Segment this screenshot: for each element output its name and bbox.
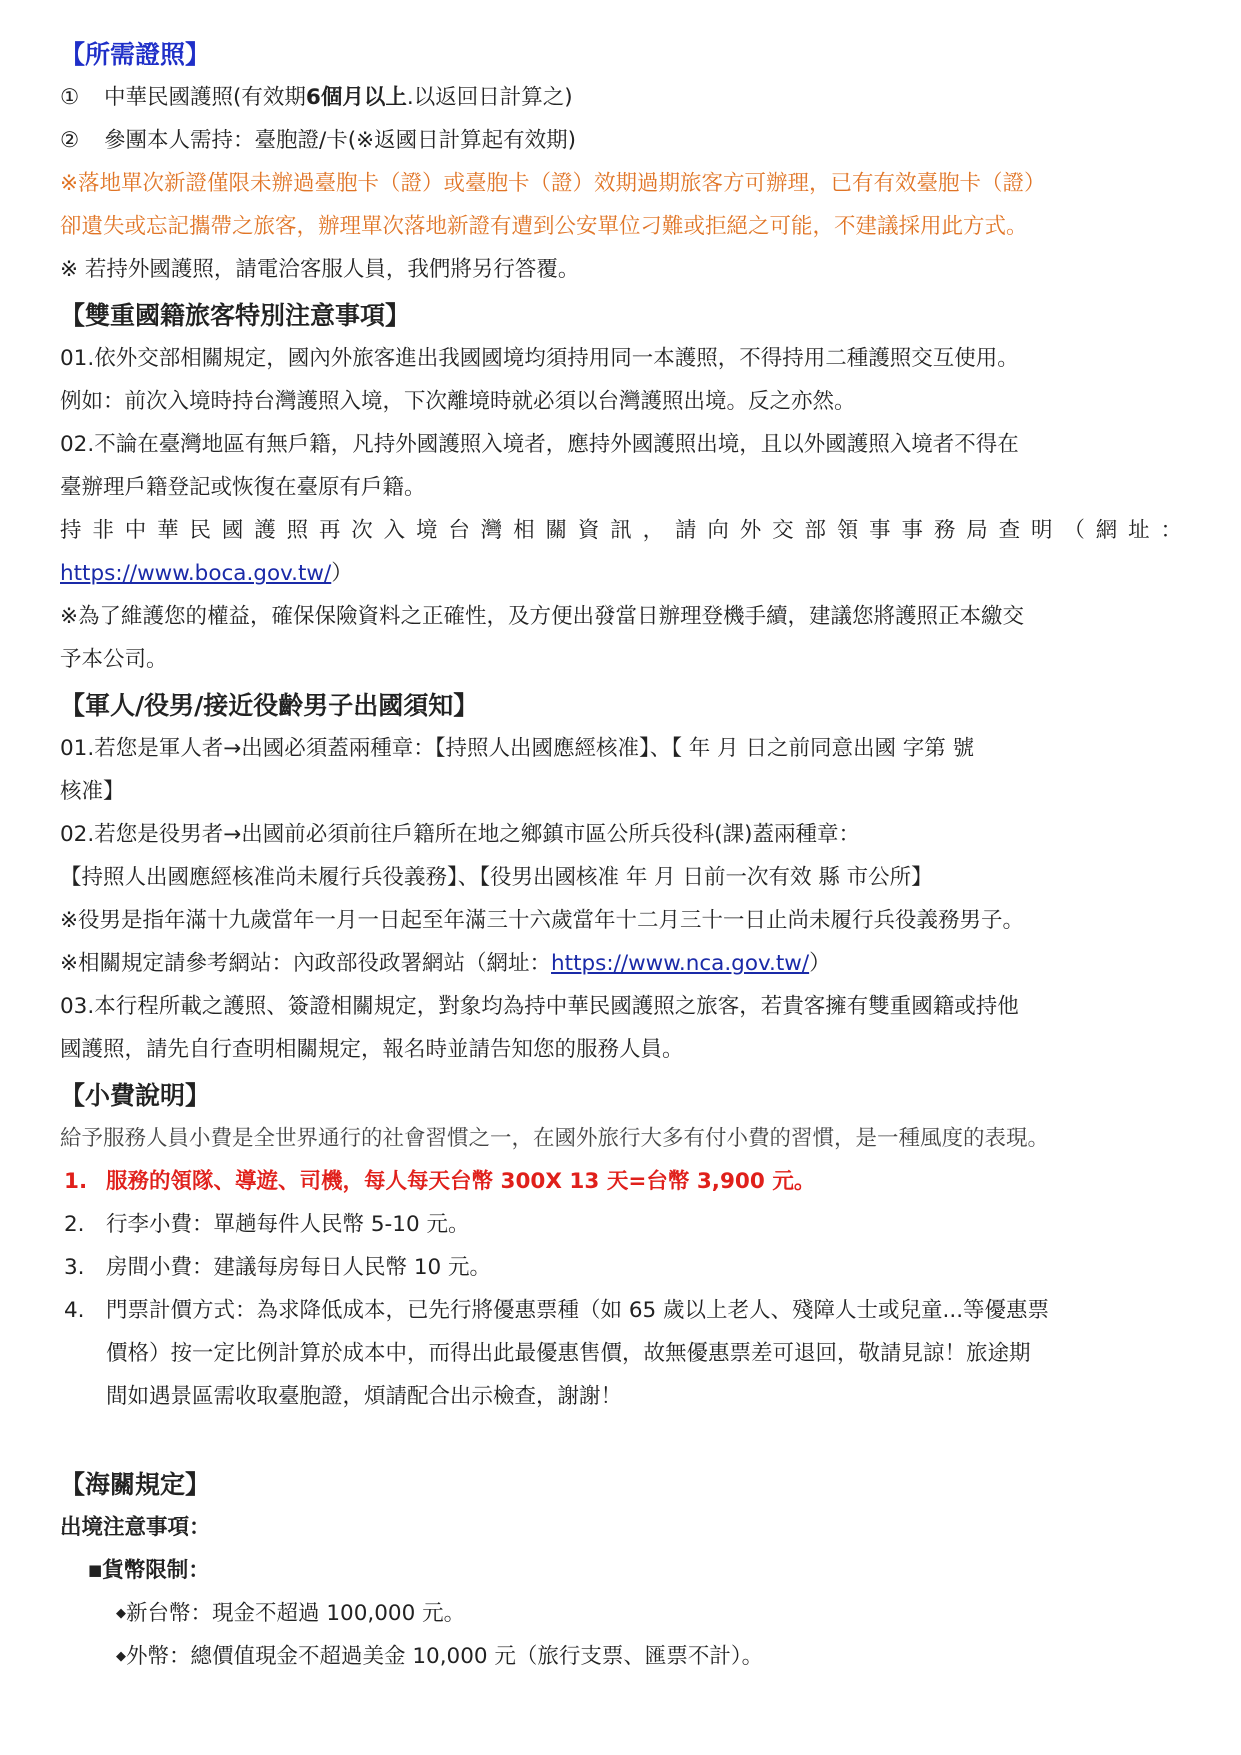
exit-notice-title: 出境注意事項： [60, 1515, 211, 1540]
military-p5-line-1: 03.本行程所載之護照、簽證相關規定，對象均為持中華民國護照之旅客，若貴客擁有雙重國籍或持他 [60, 994, 1019, 1019]
military-p3: ※役男是指年滿十九歲當年一月一日起至年滿三十六歲當年十二月三十一日止尚未履行兵役義務男子。 [60, 908, 1025, 933]
tip-item-1: 1. 服務的領隊、導遊、司機，每人每天台幣 300X 13 天=台幣 3,900 元。 [64, 1169, 816, 1194]
boca-link[interactable]: https://www.boca.gov.tw/ [60, 561, 332, 586]
diamond-bullet-icon: ◆ [116, 1606, 126, 1621]
tip-item-4-line-3: 間如遇景區需收取臺胞證，煩請配合出示檢查，謝謝！ [106, 1384, 623, 1409]
section-heading-customs: 【海關規定】 [60, 1470, 211, 1499]
military-p2-line-1: 02.若您是役男者→出國前必須前往戶籍所在地之鄉鎮市區公所兵役科(課)蓋兩種章： [60, 822, 860, 847]
landing-permit-warning-line-2: 卻遺失或忘記攜帶之旅客，辦理單次落地新證有遭到公安單位刁難或拒絕之可能，不建議採用此方式。 [60, 214, 1028, 239]
dual-p4-line-2: 予本公司。 [60, 647, 168, 672]
military-p2-line-2: 【持照人出國應經核准尚未履行兵役義務】、【役男出國核准 年 月 日前一次有效 縣 市公所】 [60, 865, 933, 890]
required-doc-item-1: ① 中華民國護照(有效期6個月以上.以返回日計算之) [60, 85, 573, 110]
dual-p3-line-1: 持非中華民國護照再次入境台灣相關資訊，請向外交部領事事務局查明（網址： [60, 518, 1182, 543]
dual-p1-line-2: 例如：前次入境時持台灣護照入境，下次離境時就必須以台灣護照出境。反之亦然。 [60, 389, 856, 414]
required-doc-item-2: ② 參團本人需持：臺胞證/卡(※返國日計算起有效期) [60, 128, 577, 153]
dual-p1-line-1: 01.依外交部相關規定，國內外旅客進出我國國境均須持用同一本護照，不得持用二種護照交互使用。 [60, 346, 1019, 371]
ntd-limit: ◆新台幣：現金不超過 100,000 元。 [116, 1601, 466, 1626]
dual-p4-line-1: ※為了維護您的權益，確保保險資料之正確性，及方便出發當日辦理登機手續，建議您將護照正本繳交 [60, 604, 1025, 629]
section-heading-military: 【軍人/役男/接近役齡男子出國須知】 [60, 691, 479, 720]
military-p1-line-1: 01.若您是軍人者→出國必須蓋兩種章：【持照人出國應經核准】、【 年 月 日之前同意出國 字第 號 [60, 736, 975, 761]
nca-link[interactable]: https://www.nca.gov.tw/ [551, 951, 810, 976]
dual-p3-line-2: https://www.boca.gov.tw/） [60, 561, 353, 586]
landing-permit-warning-line-1: ※落地單次新證僅限未辦過臺胞卡（證）或臺胞卡（證）效期過期旅客方可辦理，已有有效臺胞卡（證） [60, 171, 1046, 196]
foreign-passport-note: ※ 若持外國護照，請電洽客服人員，我們將另行答覆。 [60, 257, 580, 282]
tip-item-4-line-1: 門票計價方式：為求降低成本，已先行將優惠票種（如 65 歲以上老人、殘障人士或兒童...等優惠票 [106, 1298, 1050, 1323]
document-page [60, 34, 1182, 1678]
tip-item-4-line-2: 價格）按一定比例計算於成本中，而得出此最優惠售價，故無優惠票差可退回，敬請見諒！旅途期 [106, 1341, 1031, 1366]
section-heading-tips: 【小費說明】 [60, 1081, 211, 1110]
tip-item-3: 3. 房間小費：建議每房每日人民幣 10 元。 [64, 1255, 492, 1280]
section-heading-dual-nationality: 【雙重國籍旅客特別注意事項】 [60, 301, 411, 330]
section-heading-required-docs: 【所需證照】 [60, 40, 211, 69]
tip-item-4: 4. 門票計價方式：為求降低成本，已先行將優惠票種（如 65 歲以上老人、殘障人士或兒童...等優惠票 價格）按一定比例計算於成本中，而得出此最優惠售價，故無優惠票差可退回，敬請見諒！旅途期 間如遇景區需收取臺胞證，煩請配合出示檢查，謝謝！ [60, 1289, 1182, 1418]
tips-intro: 給予服務人員小費是全世界通行的社會習慣之一，在國外旅行大多有付小費的習慣，是一種風度的表現。 [60, 1126, 1050, 1151]
military-p5-line-2: 國護照，請先自行查明相關規定，報名時並請告知您的服務人員。 [60, 1037, 684, 1062]
military-p4: ※相關規定請參考網站：內政部役政署網站（網址：https://www.nca.gov.tw/） [60, 951, 831, 976]
currency-limit-title: ■貨幣限制： [88, 1558, 210, 1583]
spacer [60, 1418, 1182, 1460]
dual-p2-line-1: 02.不論在臺灣地區有無戶籍，凡持外國護照入境者，應持外國護照出境，且以外國護照入境者不得在 [60, 432, 1019, 457]
tip-item-2: 2. 行李小費：單趟每件人民幣 5-10 元。 [64, 1212, 470, 1237]
square-bullet-icon: ■ [88, 1561, 103, 1579]
military-p1-line-2: 核准】 [60, 779, 125, 804]
diamond-bullet-icon: ◆ [116, 1649, 126, 1664]
foreign-currency-limit: ◆外幣：總價值現金不超過美金 10,000 元（旅行支票、匯票不計）。 [116, 1644, 764, 1669]
dual-p2-line-2: 臺辦理戶籍登記或恢復在臺原有戶籍。 [60, 475, 426, 500]
